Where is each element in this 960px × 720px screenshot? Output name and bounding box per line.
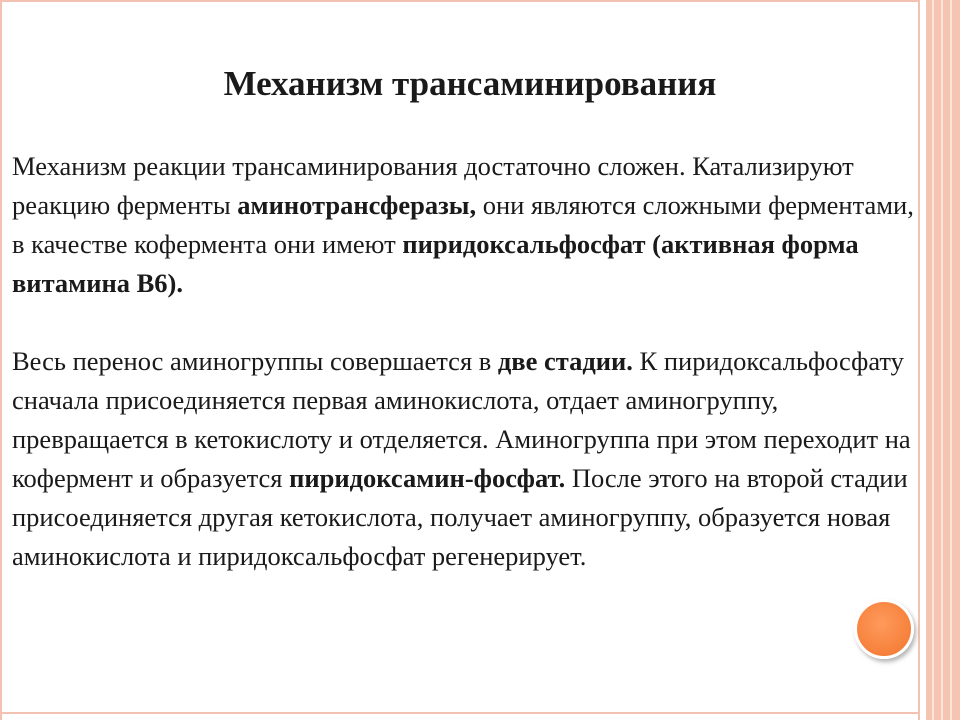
term-pyridoxamine-phosphate: пиридоксамин-фосфат. — [289, 463, 566, 493]
paragraph-1-text: они являются сложными ферментами, в качестве кофермента они имеют — [12, 190, 914, 259]
slide-body — [12, 147, 922, 576]
bottom-border-decoration — [0, 712, 920, 714]
term-aminotransferases: аминотрансферазы, — [237, 190, 477, 220]
top-border-decoration — [0, 0, 920, 2]
band-stripe — [932, 0, 934, 720]
paragraph-2-text: Весь перенос аминогруппы совершается в — [12, 346, 498, 376]
band-stripe — [941, 0, 943, 720]
paragraph-1-text: Механизм реакции трансаминирования достаточно сложен. Катализируют реакцию ферменты — [12, 151, 854, 220]
slide-title: Механизм трансаминирования — [223, 64, 717, 103]
orange-circle-decoration — [854, 599, 914, 659]
paragraph-2-text: После этого на второй стадии присоединяется другая кетокислота, получает аминогруппу, образуется новая аминокислота и пиридоксальфосфат регенерирует. — [12, 463, 908, 571]
paragraph-1 — [12, 147, 922, 303]
term-pyridoxal-phosphate: пиридоксальфосфат (активная форма витамина В6). — [12, 229, 859, 298]
paragraph-2-text: К пиридоксальфосфату сначала присоединяется первая аминокислота, отдает аминогруппу, превращается в кетокислоту и отделяется. Аминогруппа при этом переходит на кофермент и образуется — [12, 346, 911, 493]
band-stripe — [950, 0, 952, 720]
left-border-decoration — [0, 0, 2, 720]
paragraph-2 — [12, 342, 922, 576]
term-two-stages: две стадии. — [497, 346, 633, 376]
